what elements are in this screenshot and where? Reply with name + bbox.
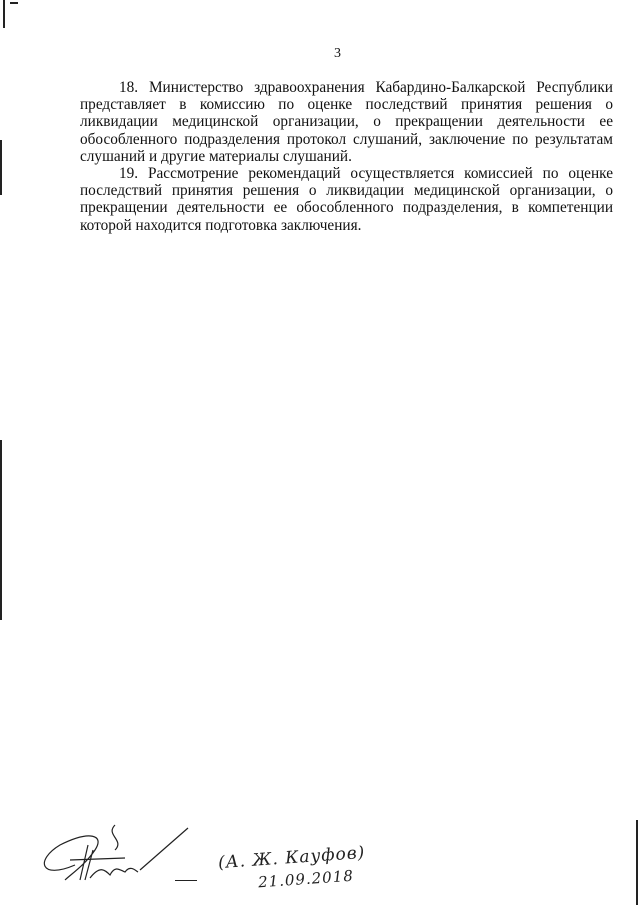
text-line: 18. Министерство здравоохранения Кабардино-Балкарской Республики <box>119 79 613 96</box>
text-line: прекращении деятельности ее обособленного подразделения, в компетенции <box>80 199 613 217</box>
text-line: последствий принятия решения о ликвидации медицинской организации, о <box>80 182 613 200</box>
scan-edge-mark <box>3 0 5 28</box>
text-line: ликвидации медицинской организации, о прекращении деятельности ее <box>80 113 613 131</box>
signatory-name: (А. Ж. Кауфов) <box>217 842 366 874</box>
scan-edge-mark <box>636 820 638 905</box>
text-line: которой находится подготовка заключения. <box>80 216 362 234</box>
text-line: 19. Рассмотрение рекомендаций осуществляется комиссией по оценке <box>119 165 613 182</box>
text-line: слушаний и другие материалы слушаний. <box>80 147 352 165</box>
scan-edge-mark <box>10 2 18 4</box>
scan-edge-mark <box>0 440 2 620</box>
scan-edge-mark <box>0 140 2 195</box>
text-line: обособленного подразделения протокол слушаний, заключение по результатам <box>80 130 613 148</box>
text-line: представляет в комиссию по оценке последствий принятия решения о <box>80 96 613 114</box>
signature-dash <box>175 880 197 881</box>
paragraph-19 <box>80 165 613 234</box>
page-number: 3 <box>334 46 341 61</box>
paragraph-18 <box>80 79 613 165</box>
signature-date: 21.09.2018 <box>257 866 355 892</box>
